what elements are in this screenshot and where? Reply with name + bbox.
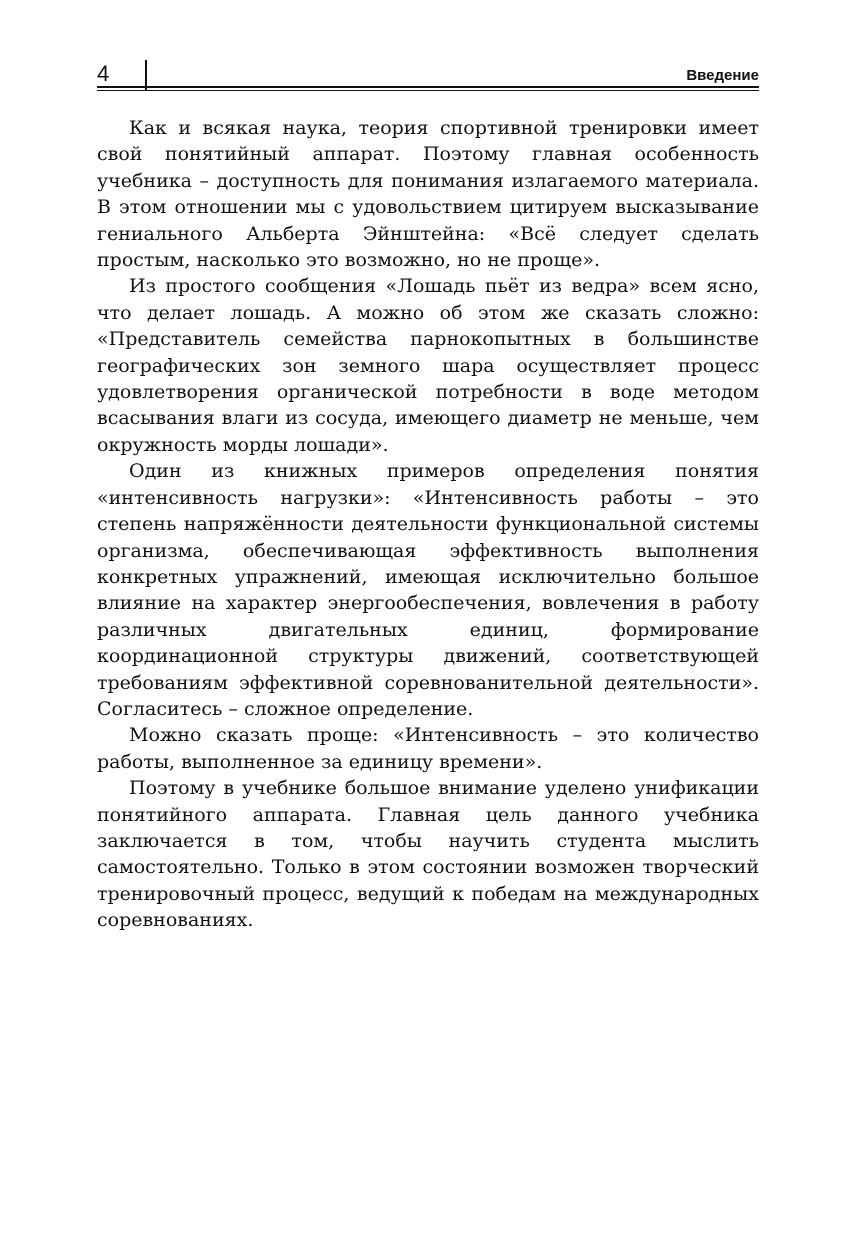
header-rule-thick xyxy=(97,86,759,88)
paragraph-1: Как и всякая наука, теория спортивной тренировки имеет свой понятийный аппарат. Поэтому главная особенность учебника – доступность для понимания излагаемого материала. В этом отношении мы с удовольствием цитируем высказывание гениального Альберта Эйнштейна: «Всё следует сделать простым, насколько это возможно, но не проще». xyxy=(97,117,759,272)
body-text xyxy=(97,115,759,934)
paragraph-5: Поэтому в учебнике большое внимание уделено унификации понятийного аппарата. Главная цель данного учебника заключается в том, чтобы научить студента мыслить самостоятельно. Только в этом состоянии возможен творческий тренировочный процесс, ведущий к победам на международных соревнованиях. xyxy=(97,777,759,932)
page-number: 4 xyxy=(97,61,110,86)
section-title: Введение xyxy=(686,67,759,84)
paragraph-2: Из простого сообщения «Лошадь пьёт из ведра» всем ясно, что делает лошадь. А можно об этом же сказать сложно: «Представитель семейства парнокопытных в большинстве географических зон земного шара осуществляет процесс удовлетворения органической потребности в воде методом всасывания влаги из сосуда, имеющего диаметр не меньше, чем окружность морды лошади». xyxy=(97,275,759,456)
paragraph-4: Можно сказать проще: «Интенсивность – это количество работы, выполненное за единицу времени». xyxy=(97,724,759,773)
header-rule-thin xyxy=(97,90,759,91)
paragraph-3: Один из книжных примеров определения понятия «интенсивность нагрузки»: «Интенсивность работы – это степень напряжённости деятельности функциональной системы организма, обеспечивающая эффективность выполнения конкретных упражнений, имеющая исключительно большое влияние на характер энергообеспечения, вовлечения в работу различных двигательных единиц, формирование координационной структуры движений, соответствующей требованиям эффективной соревнованительной деятельности». Согласитесь – сложное определение. xyxy=(97,460,759,720)
